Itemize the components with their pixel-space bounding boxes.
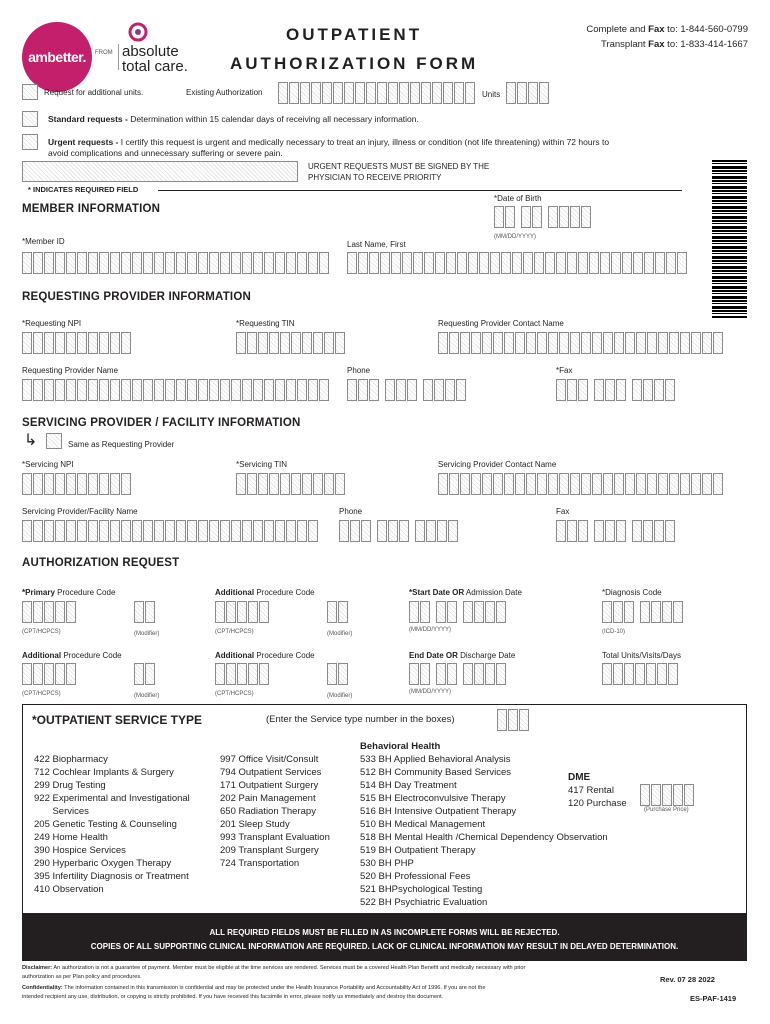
requesting-section-title: REQUESTING PROVIDER INFORMATION [22,291,251,303]
service-item: 390 Hospice Services [34,845,126,856]
modifier-format-4: (Modifier) [327,693,353,699]
service-item: 395 Infertility Diagnosis or Treatment [34,871,189,882]
additional-modifier-boxes-3[interactable] [327,663,349,685]
member-id-label: *Member ID [22,237,65,246]
requesting-fax-label: *Fax [556,366,573,375]
service-item: 522 BH Psychiatric Evaluation [360,897,488,908]
urgent-request-checkbox[interactable] [22,134,38,150]
requesting-phone-boxes[interactable] [347,379,467,401]
urgent-signature-note: URGENT REQUESTS MUST BE SIGNED BY THE PHYSICIAN TO RECEIVE PRIORITY [308,162,490,182]
service-list-col2 [220,753,330,870]
service-item: 530 BH PHP [360,858,414,869]
additional-procedure-boxes-2[interactable] [22,663,77,685]
service-item: 533 BH Applied Behavioral Analysis [360,754,511,765]
service-type-boxes[interactable] [497,709,530,731]
requesting-npi-label: *Requesting NPI [22,319,82,328]
member-name-label: Last Name, First [347,240,406,249]
behavioral-health-title: Behavioral Health [360,741,441,752]
form-title-line2: AUTHORIZATION FORM [230,54,479,73]
standard-request-text: Standard requests - Determination within 15 calendar days of receiving all necessary information. [48,114,419,124]
dme-list [568,784,627,810]
absolute-logo-line2: total care. [122,58,188,75]
additional-units-label: Request for additional units. [44,88,144,97]
purchase-price-label: (Purchase Price) [644,807,689,813]
units-label: Units [482,90,501,99]
requesting-name-boxes[interactable] [22,379,330,401]
dme-item: 120 Purchase [568,798,627,809]
physician-signature-field[interactable] [22,161,298,182]
servicing-tin-label: *Servicing TIN [236,460,287,469]
service-item: 290 Hyperbaric Oxygen Therapy [34,858,172,869]
service-item: 515 BH Electroconvulsive Therapy [360,793,506,804]
servicing-npi-label: *Servicing NPI [22,460,74,469]
primary-modifier-boxes[interactable] [134,601,156,623]
service-item: 521 BHPsychological Testing [360,884,483,895]
cpt-format-1: (CPT/HCPCS) [22,629,61,635]
service-item: 997 Office Visit/Consult [220,754,319,765]
units-boxes[interactable] [506,82,550,104]
additional-modifier-boxes-1[interactable] [327,601,349,623]
service-item: 209 Transplant Surgery [220,845,319,856]
member-id-boxes[interactable] [22,252,330,274]
fax-info: Complete and Fax to: 1-844-560-0799 Transplant Fax to: 1-833-414-1667 [586,24,748,50]
servicing-phone-boxes[interactable] [339,520,459,542]
service-item: 422 Biopharmacy [34,754,108,765]
total-units-boxes[interactable] [602,663,679,685]
service-item: 171 Outpatient Surgery [220,780,319,791]
modifier-format-2: (Modifier) [327,631,353,637]
dme-item: 417 Rental [568,785,614,796]
member-section-title: MEMBER INFORMATION [22,203,161,215]
service-item: 712 Cochlear Implants & Surgery [34,767,174,778]
form-id: ES-PAF-1419 [690,994,737,1003]
additional-procedure-boxes-1[interactable] [215,601,270,623]
dob-boxes[interactable] [494,206,592,228]
servicing-tin-boxes[interactable] [236,473,346,495]
servicing-npi-boxes[interactable] [22,473,132,495]
service-item: 249 Home Health [34,832,108,843]
start-date-label: *Start Date OR Admission Date [409,588,522,597]
service-item: 520 BH Professional Fees [360,871,471,882]
requesting-npi-boxes[interactable] [22,332,132,354]
start-date-boxes[interactable] [409,601,507,623]
dob-label: *Date of Birth [494,194,542,203]
end-date-boxes[interactable] [409,663,507,685]
required-field-note: * INDICATES REQUIRED FIELD [28,185,139,194]
servicing-phone-label: Phone [339,507,363,516]
form-title-line1: OUTPATIENT [286,25,423,44]
service-item: 410 Observation [34,884,104,895]
requesting-contact-boxes[interactable] [438,332,724,354]
member-name-boxes[interactable] [347,252,688,274]
service-list-col1 [34,753,190,896]
requesting-phone-label: Phone [347,366,371,375]
requesting-name-label: Requesting Provider Name [22,366,119,375]
service-item: 794 Outpatient Services [220,767,322,778]
icd-format: (ICD-10) [602,629,626,635]
requesting-contact-label: Requesting Provider Contact Name [438,319,564,328]
servicing-fax-boxes[interactable] [556,520,676,542]
dob-format: (MM/DD/YYYY) [494,234,536,240]
additional-procedure-boxes-3[interactable] [215,663,270,685]
service-item: 922 Experimental and Investigational [34,793,190,804]
banner-line2: COPIES OF ALL SUPPORTING CLINICAL INFORMATION ARE REQUIRED. LACK OF CLINICAL INFORMATION MAY RESULT IN DELAYED DETERMINATION. [90,942,679,951]
service-item: 724 Transportation [220,858,300,869]
barcode [712,160,747,318]
modifier-format-3: (Modifier) [134,693,160,699]
ambetter-logo [22,22,92,92]
mmdd-format-2: (MM/DD/YYYY) [409,689,451,695]
purchase-price-boxes[interactable] [640,784,695,806]
confidentiality: Confidentiality: The information contained in this transmission is confidential and may be protected under the Health Insurance Portability and Accountability Act of 1996. If you are not the intended recipient any use, distribution, or copying is strictly prohibited. If you have received this facsimile in error, please notify us immediately and destroy this document. [22,985,486,1000]
primary-procedure-boxes[interactable] [22,601,77,623]
servicing-section-title: SERVICING PROVIDER / FACILITY INFORMATION [22,417,301,429]
service-item: 650 Radiation Therapy [220,806,316,817]
service-item: 514 BH Day Treatment [360,780,457,791]
cpt-format-2: (CPT/HCPCS) [215,629,254,635]
service-item: 510 BH Medical Management [360,819,486,830]
servicing-name-boxes[interactable] [22,520,319,542]
diagnosis-code-label: *Diagnosis Code [602,588,662,597]
service-item: 512 BH Community Based Services [360,767,512,778]
primary-procedure-label: *Primary Procedure Code [22,588,116,597]
service-item: 299 Drug Testing [34,780,106,791]
total-units-label: Total Units/Visits/Days [602,651,681,660]
requesting-tin-label: *Requesting TIN [236,319,295,328]
logo-divider [118,44,119,70]
disclaimer: Disclaimer: An authorization is not a guarantee of payment. Member must be eligible at the time services are rendered. Services must be a covered Health Plan Benefit and medically necessary with prior authorization as per Plan policy and procedures. [22,965,526,980]
service-type-instructions: (Enter the Service type number in the boxes) [266,714,455,725]
same-as-requesting-label: Same as Requesting Provider [68,440,175,449]
existing-auth-label: Existing Authorization [186,88,263,97]
requesting-tin-boxes[interactable] [236,332,346,354]
ambetter-logo-text: ambetter. [28,49,86,65]
cpt-format-4: (CPT/HCPCS) [215,691,254,697]
servicing-fax-label: Fax [556,507,570,516]
required-divider [158,190,682,191]
banner-line1: ALL REQUIRED FIELDS MUST BE FILLED IN AS INCOMPLETE FORMS WILL BE REJECTED. [209,928,560,937]
service-item: 516 BH Intensive Outpatient Therapy [360,806,517,817]
service-item: 205 Genetic Testing & Counseling [34,819,177,830]
diagnosis-code-boxes[interactable] [602,601,684,623]
cpt-format-3: (CPT/HCPCS) [22,691,61,697]
service-item: 518 BH Mental Health /Chemical Dependency Observation [360,832,608,843]
additional-procedure-label-3: Additional Procedure Code [215,651,315,660]
service-item: 993 Transplant Evaluation [220,832,330,843]
modifier-format-1: (Modifier) [134,631,160,637]
servicing-name-label: Servicing Provider/Facility Name [22,507,138,516]
additional-procedure-label-1: Additional Procedure Code [215,588,315,597]
additional-modifier-boxes-2[interactable] [134,663,156,685]
service-item: 519 BH Outpatient Therapy [360,845,476,856]
service-type-title: *OUTPATIENT SERVICE TYPE [32,713,203,727]
standard-request-checkbox[interactable] [22,111,38,127]
urgent-request-text: Urgent requests - I certify this request is urgent and medically necessary to treat an injury, illness or condition (not life threatening) within 72 hours to avoid complications and unnecessary suffering or severe pain. [48,137,610,158]
revision-date: Rev. 07 28 2022 [660,975,715,984]
additional-units-checkbox[interactable] [22,84,38,100]
logo-from: FROM [95,50,113,56]
service-item: Services [34,806,89,817]
arrow-icon: ↳ [24,432,38,449]
servicing-contact-boxes[interactable] [438,473,724,495]
absolute-logo-line1: absolute [122,43,179,60]
mmdd-format-1: (MM/DD/YYYY) [409,627,451,633]
same-as-requesting-checkbox[interactable] [46,433,62,449]
absolute-logo-mark [128,22,148,42]
requesting-fax-boxes[interactable] [556,379,676,401]
service-item: 202 Pain Management [220,793,316,804]
required-fields-banner [22,913,747,961]
end-date-label: End Date OR Discharge Date [409,651,516,660]
existing-auth-boxes[interactable] [278,82,476,104]
additional-procedure-label-2: Additional Procedure Code [22,651,122,660]
auth-section-title: AUTHORIZATION REQUEST [22,557,180,569]
servicing-contact-label: Servicing Provider Contact Name [438,460,557,469]
dme-title: DME [568,772,591,783]
service-item: 201 Sleep Study [220,819,290,830]
